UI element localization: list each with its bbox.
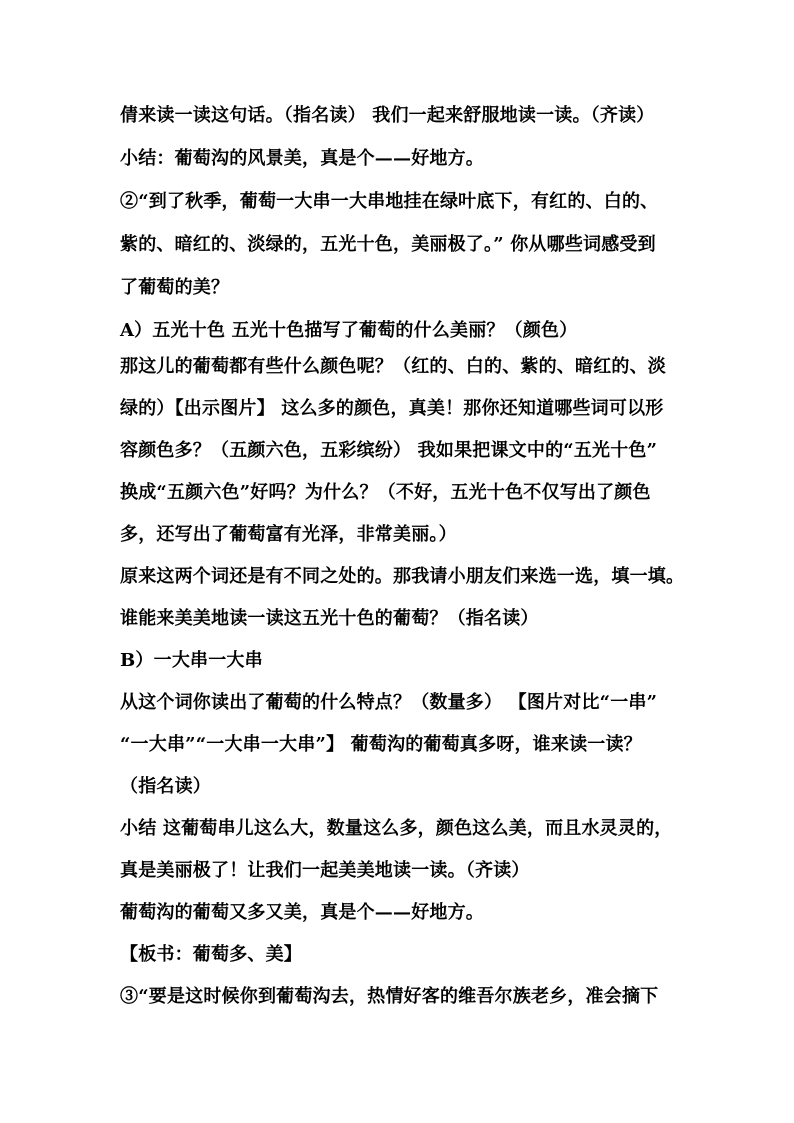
text-line: ③“要是这时候你到葡萄沟去，热情好客的维吾尔族老乡，准会摘下 — [120, 986, 659, 1007]
text-line: 那这儿的葡萄都有些什么颜色呢？（红的、白的、紫的、暗红的、淡 — [120, 356, 666, 377]
text-line: 原来这两个词还是有不同之处的。那我请小朋友们来选一选，填一填。 — [120, 566, 685, 587]
text-line: 小结 这葡萄串儿这么大，数量这么多，颜色这么美，而且水灵灵的， — [120, 818, 673, 839]
text-line: 从这个词你读出了葡萄的什么特点？（数量多） 【图片对比“一串” — [120, 692, 658, 713]
text-line: 倩来读一读这句话。（指名读） 我们一起来舒服地读一读。（齐读） — [120, 105, 655, 126]
text-line: 绿的）【出示图片】 这么多的颜色，真美！那你还知道哪些词可以形 — [120, 398, 664, 419]
text-line: ②“到了秋季，葡萄一大串一大串地挂在绿叶底下，有红的、白的、 — [120, 191, 659, 212]
text-line: 真是美丽极了！让我们一起美美地读一读。（齐读） — [120, 860, 530, 881]
text-line: B）一大串一大串 — [120, 650, 263, 671]
text-line: 了葡萄的美？ — [120, 277, 230, 298]
text-line: 换成“五颜六色”好吗？为什么？（不好，五光十色不仅写出了颜色 — [120, 482, 651, 503]
text-line: 容颜色多？（五颜六色，五彩缤纷） 我如果把课文中的“五光十色” — [120, 440, 658, 461]
text-line: 谁能来美美地读一读这五光十色的葡萄？（指名读） — [120, 608, 539, 629]
text-line: “一大串”“一大串一大串”】 葡萄沟的葡萄真多呀，谁来读一读？ — [120, 734, 642, 755]
text-line: 【板书：葡萄多、美】 — [120, 944, 302, 965]
text-line: 葡萄沟的葡萄又多又美，真是个——好地方。 — [120, 902, 484, 923]
text-line: 紫的、暗红的、淡绿的，五光十色，美丽极了。” 你从哪些词感受到 — [120, 234, 656, 255]
text-line: 小结：葡萄沟的风景美，真是个——好地方。 — [120, 148, 484, 169]
text-line: （指名读） — [120, 776, 211, 797]
text-line: 多，还写出了葡萄富有光泽，非常美丽。） — [120, 524, 457, 545]
text-line: A）五光十色 五光十色描写了葡萄的什么美丽？（颜色） — [120, 320, 578, 341]
